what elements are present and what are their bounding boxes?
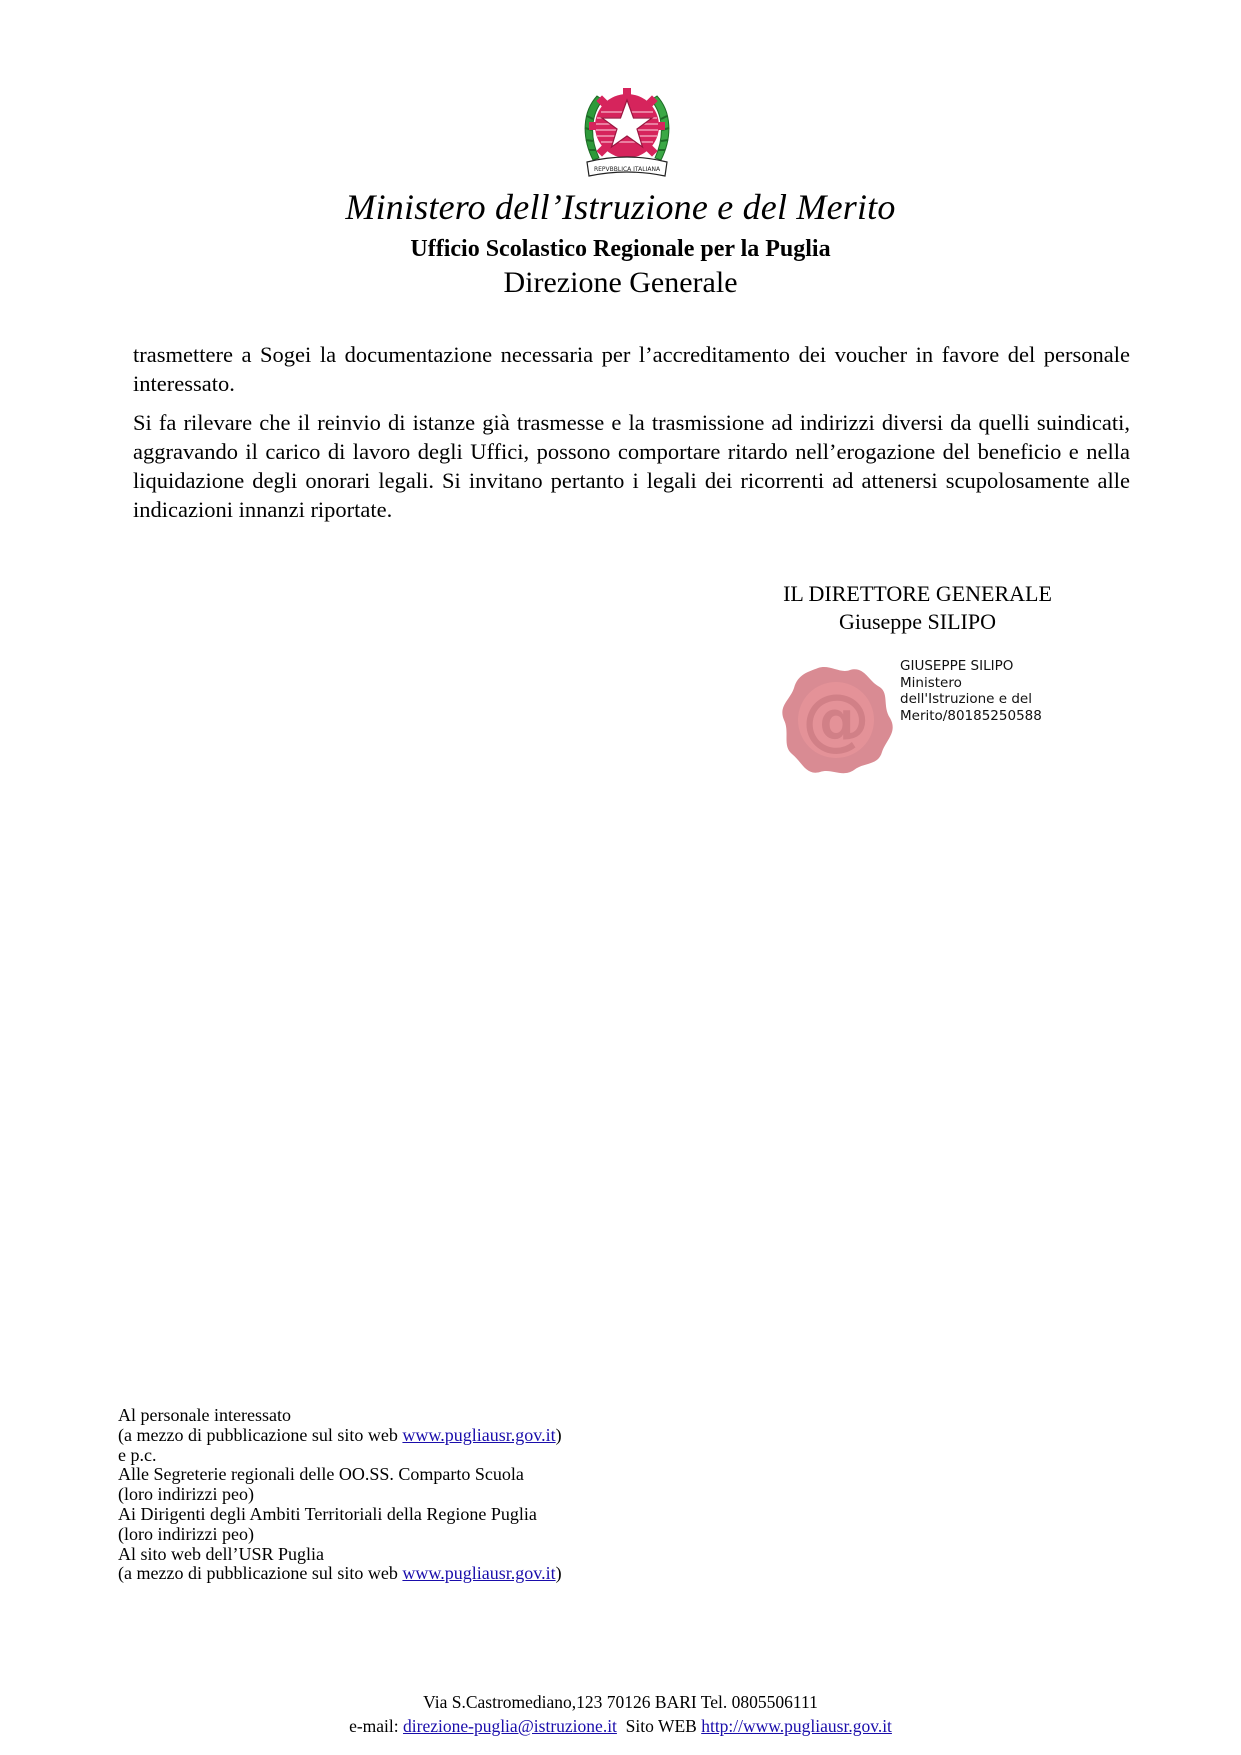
recipient-text: ) [555, 1424, 562, 1445]
direction-title: Direzione Generale [503, 266, 738, 299]
republic-emblem-logo [577, 76, 677, 184]
digital-signature-seal [778, 662, 900, 778]
signer-name: Giuseppe SILIPO [838, 609, 997, 634]
letter-body [133, 340, 1130, 534]
wax-seal-at-icon [778, 662, 900, 778]
website-link[interactable]: www.pugliausr.gov.it [402, 1563, 556, 1584]
office-title: Ufficio Scolastico Regionale per la Puglia [410, 236, 831, 262]
ministry-title: Ministero dell’Istruzione e del Merito [345, 187, 896, 227]
recipient-line [118, 1564, 562, 1584]
site-link[interactable]: http://www.pugliausr.gov.it [701, 1716, 892, 1736]
recipients-list [118, 1406, 562, 1584]
digital-org-line: dell'Istruzione e del [900, 691, 1032, 707]
footer-contacts [0, 1714, 1241, 1738]
recipient-line: Alle Segreterie regionali delle OO.SS. Comparto Scuola [118, 1464, 524, 1485]
signature-block [740, 580, 1095, 636]
site-label: Sito WEB [616, 1716, 702, 1736]
body-paragraph: Si fa rilevare che il reinvio di istanze già trasmesse e la trasmissione ad indirizzi diversi da quelli suindicati, aggravando il carico di lavoro degli Uffici, possono comportare ritardo nell’erogazione del beneficio e nella liquidazione degli onorari legali. Si invitano pertanto i legali dei ricorrenti ad attenersi scupolosamente alle indicazioni innanzi riportate. [133, 410, 1130, 522]
recipient-line: (loro indirizzi peo) [118, 1484, 254, 1505]
email-link[interactable]: direzione-puglia@istruzione.it [403, 1716, 617, 1736]
emblem-ribbon-text: REPVBBLICA ITALIANA [593, 166, 661, 173]
digital-org-line: Merito/80185250588 [900, 707, 1042, 724]
email-label: e-mail: [349, 1716, 404, 1736]
body-paragraph: trasmettere a Sogei la documentazione necessaria per l’accreditamento dei voucher in favore del personale interessato. [133, 342, 1130, 396]
recipient-line: (loro indirizzi peo) [118, 1523, 254, 1544]
signer-title: IL DIRETTORE GENERALE [783, 581, 1052, 606]
svg-text:@: @ [802, 680, 870, 759]
recipient-text: (a mezzo di pubblicazione sul sito web [118, 1424, 403, 1445]
footer-address: Via S.Castromediano,123 70126 BARI Tel. 0805506111 [423, 1692, 818, 1712]
digital-signer: GIUSEPPE SILIPO [900, 658, 1014, 674]
recipient-text: ) [555, 1563, 562, 1584]
digital-signature-details [900, 658, 1042, 724]
recipient-text: (a mezzo di pubblicazione sul sito web [118, 1563, 403, 1584]
website-link[interactable]: www.pugliausr.gov.it [402, 1424, 556, 1445]
recipient-line [118, 1426, 562, 1446]
page-footer [0, 1690, 1241, 1738]
recipient-line: Al sito web dell’USR Puglia [118, 1543, 324, 1564]
recipient-line: Al personale interessato [118, 1405, 291, 1425]
recipient-line: Ai Dirigenti degli Ambiti Territoriali della Regione Puglia [118, 1503, 537, 1524]
digital-org-line: Ministero [900, 674, 962, 691]
emblem-icon [577, 76, 677, 184]
recipient-line: e p.c. [118, 1444, 157, 1465]
